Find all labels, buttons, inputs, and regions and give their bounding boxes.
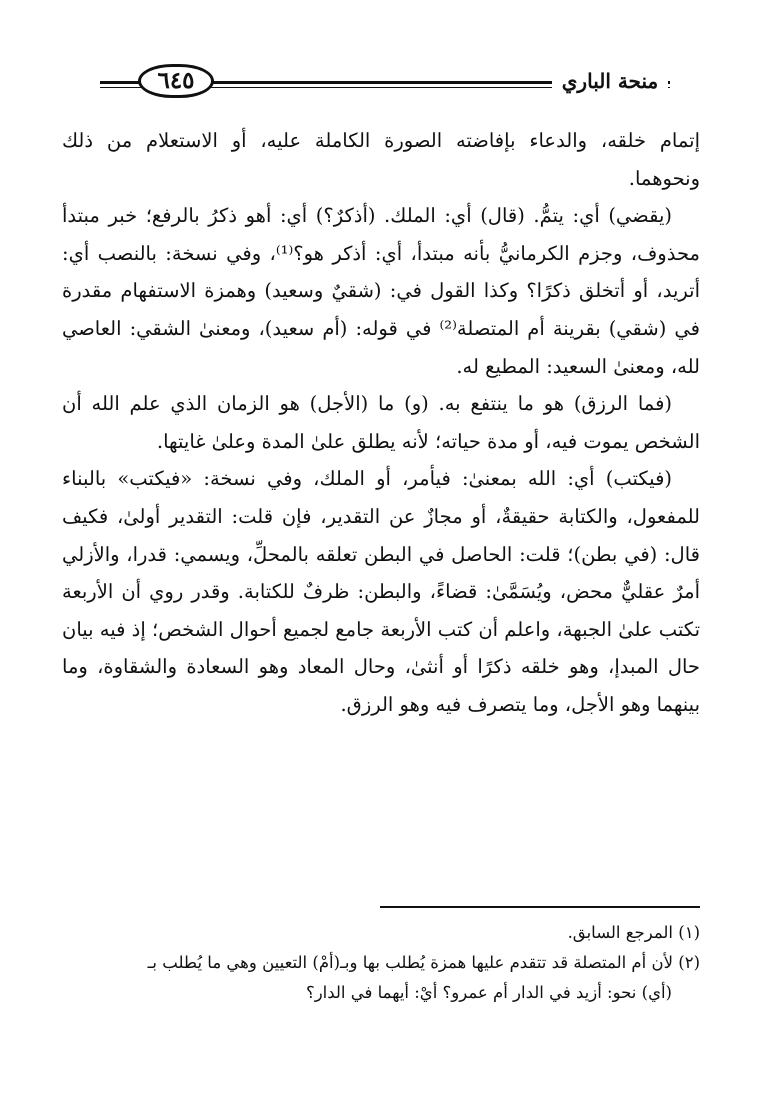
footnote-1: (١) المرجع السابق.	[567, 923, 700, 942]
paragraph-2: (يقضي) أي: يتمُّ. (قال) أي: الملك. (أذكرٌ؟) أي: أهو ذكرُ بالرفع؛ خبر مبتدأ محذوف، وجزم الكرمانيُّ بأنه مبتدأ، أي: أذكر هو؟⁽¹⁾، وفي نسخة: بالنصب أي: أتريد، أو أتخلق ذكرًا؟ وكذا القول في: (شقيٌ وسعيد) وهمزة الاستفهام مقدرة في (شقي) بقرينة أم المتصلة⁽²⁾ في قوله: (أم سعيد)، ومعنىٰ الشقي: العاصي لله، ومعنىٰ السعيد: المطيع له.	[62, 204, 700, 378]
header-rule-left	[100, 81, 142, 88]
running-title: منحة الباري	[552, 68, 668, 94]
paragraph-3: (فما الرزق) هو ما ينتفع به. (و) ما (الأجل) هو الزمان الذي علم الله أن الشخص يموت فيه، أو مدة حياته؛ لأنه يطلق علىٰ المدة وعلىٰ غايتها.	[62, 392, 700, 453]
paragraph-1: إتمام خلقه، والدعاء بإفاضته الصورة الكاملة عليه، أو الاستعلام من ذلك ونحوهما.	[62, 129, 700, 190]
main-text	[62, 122, 700, 724]
paragraph-4: (فيكتب) أي: الله بمعنىٰ: فيأمر، أو الملك، وفي نسخة: «فيكتب» بالبناء للمفعول، والكتابة حقيقةٌ، أو مجازٌ عن التقدير، فإن قلت: التقدير أولىٰ، فكيف قال: (في بطن)؛ قلت: الحاصل في البطن تعلقه بالمحلِّ، ويسمي: قدرا، والأزلي أمرٌ عقليٌّ محض، ويُسَمَّىٰ: قضاءً، والبطن: ظرفٌ للكتابة. وقدر روي أن الأربعة تكتب علىٰ الجبهة، واعلم أن كتب الأربعة جامع لجميع أحوال الشخص؛ إذ فيه بيان حال المبدإ، وهو خلقه ذكرًا أو أنثىٰ، وحال المعاد وهو السعادة والشقاوة، وما بينهما وهو الأجل، وما يتصرف فيه وهو الرزق.	[62, 467, 700, 716]
footnotes	[62, 918, 700, 1008]
footnote-separator	[380, 906, 700, 908]
page-header	[100, 62, 670, 110]
footnote-2: (٢) لأن أم المتصلة قد تتقدم عليها همزة يُطلب بها وبـ(أمْ) التعيين وهي ما يُطلب بـ	[147, 953, 700, 972]
header-rule-middle	[208, 81, 596, 88]
page-number: ٦٤٥	[138, 64, 214, 98]
footnote-2-continuation: (أي) نحو: أزيد في الدار أم عمرو؟ أيْ: أيهما في الدار؟	[305, 983, 672, 1002]
